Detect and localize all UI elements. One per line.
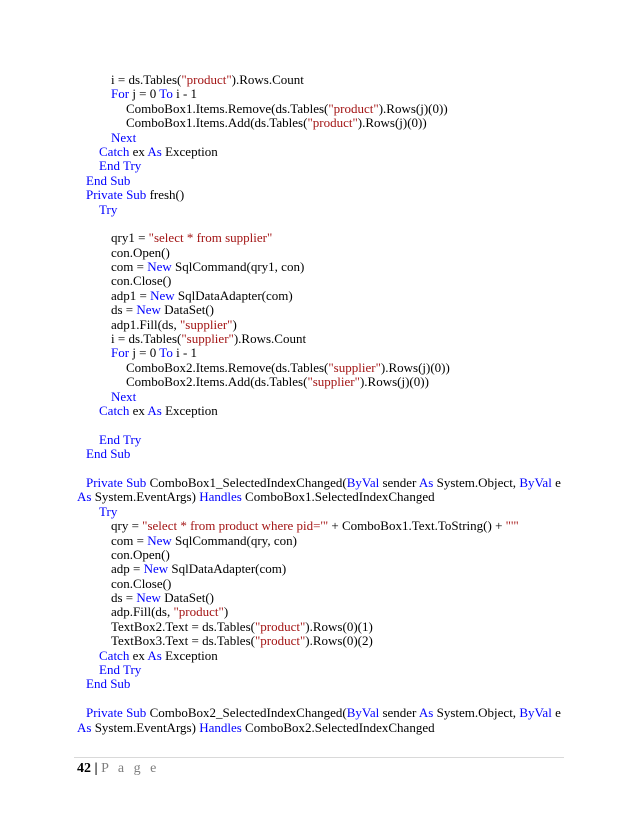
code-line xyxy=(0,462,638,476)
code-line xyxy=(0,649,638,663)
code-line xyxy=(0,318,638,332)
code-keyword: End Sub xyxy=(86,172,131,188)
code-text: ComboBox2.Items.Remove(ds.Tables( xyxy=(126,359,329,375)
code-string: "select * from supplier" xyxy=(148,230,273,246)
code-string: "product" xyxy=(181,72,232,87)
code-keyword: New xyxy=(147,259,172,275)
code-line xyxy=(0,433,638,447)
code-line xyxy=(0,577,638,591)
code-line xyxy=(0,332,638,346)
code-text: ds = xyxy=(111,590,137,606)
page-footer xyxy=(77,761,159,777)
code-text: con.Close() xyxy=(111,575,172,591)
code-string: "supplier" xyxy=(179,316,233,332)
code-keyword: New xyxy=(147,532,172,548)
code-text: con.Close() xyxy=(111,273,172,289)
footer-separator: | xyxy=(94,761,98,776)
code-text: ComboBox2.Items.Add(ds.Tables( xyxy=(126,374,308,390)
code-text: j = 0 xyxy=(129,345,160,361)
code-text: con.Open() xyxy=(111,244,170,260)
code-string: "supplier" xyxy=(328,359,381,375)
code-keyword: As xyxy=(77,489,92,505)
code-line xyxy=(0,605,638,619)
code-keyword: For xyxy=(111,345,130,361)
code-keyword: Catch xyxy=(99,647,130,663)
code-text: ComboBox2_SelectedIndexChanged( xyxy=(146,705,347,721)
code-keyword: Catch xyxy=(99,402,130,418)
code-line xyxy=(0,274,638,288)
code-line xyxy=(0,634,638,648)
code-line xyxy=(0,548,638,562)
code-text: ComboBox1.SelectedIndexChanged xyxy=(241,489,435,505)
code-text: qry1 = xyxy=(111,230,149,246)
code-keyword: To xyxy=(159,345,173,361)
code-keyword: End Try xyxy=(99,431,142,447)
code-keyword: Private Sub xyxy=(86,474,147,490)
code-line xyxy=(0,159,638,173)
code-text: j = 0 xyxy=(129,86,160,102)
code-keyword: As xyxy=(147,143,162,159)
code-text: System.EventArgs) xyxy=(91,719,200,735)
code-text: adp1.Fill(ds, xyxy=(111,316,180,332)
code-text: ).Rows(j)(0)) xyxy=(357,115,427,131)
code-line xyxy=(0,289,638,303)
code-text: con.Open() xyxy=(111,546,170,562)
code-string: "'" xyxy=(505,518,519,534)
code-line xyxy=(0,692,638,706)
code-keyword: As xyxy=(147,402,162,418)
code-keyword: Private Sub xyxy=(86,187,147,203)
code-text: sender xyxy=(379,474,419,490)
code-keyword: End Try xyxy=(99,158,142,174)
code-line xyxy=(0,231,638,245)
code-text: adp = xyxy=(111,561,144,577)
code-line xyxy=(0,447,638,461)
code-listing xyxy=(0,73,638,735)
code-line xyxy=(0,188,638,202)
code-keyword: End Try xyxy=(99,662,142,678)
code-text: ex xyxy=(129,647,148,663)
code-keyword: ByVal xyxy=(519,705,552,721)
code-keyword: Handles xyxy=(199,489,242,505)
page-label: P a g e xyxy=(101,761,160,776)
code-line xyxy=(0,217,638,231)
code-line xyxy=(0,505,638,519)
code-line xyxy=(0,476,638,490)
code-line xyxy=(0,174,638,188)
code-text: SqlDataAdapter(com) xyxy=(168,561,287,577)
code-text: ComboBox2.SelectedIndexChanged xyxy=(241,719,435,735)
code-keyword: Next xyxy=(111,388,137,404)
code-keyword: ByVal xyxy=(346,705,380,721)
code-line xyxy=(0,145,638,159)
code-text: DataSet() xyxy=(160,302,214,318)
code-text: + ComboBox1.Text.ToString() + xyxy=(328,518,506,534)
code-keyword: As xyxy=(418,474,434,490)
code-text: ComboBox1.Items.Remove(ds.Tables( xyxy=(126,100,329,116)
code-line xyxy=(0,131,638,145)
code-text: i = ds.Tables( xyxy=(111,72,182,87)
code-line xyxy=(0,390,638,404)
code-string: "product" xyxy=(254,633,306,649)
code-line xyxy=(0,203,638,217)
code-text: SqlCommand(qry1, con) xyxy=(171,259,305,275)
code-text: TextBox3.Text = ds.Tables( xyxy=(111,633,255,649)
code-text: Exception xyxy=(161,647,218,663)
code-line xyxy=(0,375,638,389)
footer-divider xyxy=(74,757,564,758)
code-line xyxy=(0,677,638,691)
code-text: i - 1 xyxy=(172,345,198,361)
code-line xyxy=(0,534,638,548)
code-string: "product" xyxy=(328,100,379,116)
code-text: e xyxy=(551,474,561,490)
code-text: e xyxy=(551,705,561,721)
code-keyword: New xyxy=(150,287,175,303)
code-keyword: New xyxy=(136,302,161,318)
code-text: adp.Fill(ds, xyxy=(111,604,174,620)
code-text: ComboBox1_SelectedIndexChanged( xyxy=(146,474,347,490)
code-text: DataSet() xyxy=(160,590,214,606)
code-text: ex xyxy=(129,143,148,159)
code-keyword: For xyxy=(111,86,130,102)
code-text: System.Object, xyxy=(433,474,520,490)
code-keyword: New xyxy=(143,561,169,577)
code-text: ).Rows(j)(0)) xyxy=(378,100,448,116)
code-string: "product" xyxy=(254,618,306,634)
code-text: System.Object, xyxy=(433,705,520,721)
code-keyword: Next xyxy=(111,129,137,145)
code-text: ).Rows(j)(0)) xyxy=(359,374,429,390)
code-text: SqlDataAdapter(com) xyxy=(174,287,293,303)
code-keyword: As xyxy=(147,647,162,663)
code-text: ComboBox1.Items.Add(ds.Tables( xyxy=(126,115,308,131)
code-line xyxy=(0,418,638,432)
code-string: "product" xyxy=(307,115,358,131)
code-keyword: ByVal xyxy=(346,474,380,490)
page-number: 42 xyxy=(77,761,91,776)
code-text: Exception xyxy=(161,143,218,159)
code-keyword: Private Sub xyxy=(86,705,147,721)
code-text: i = ds.Tables( xyxy=(111,331,182,347)
code-text: sender xyxy=(379,705,419,721)
code-text: ) xyxy=(223,604,229,620)
code-line xyxy=(0,620,638,634)
code-string: "supplier" xyxy=(181,331,234,347)
code-keyword: Catch xyxy=(99,143,130,159)
code-keyword: End Sub xyxy=(86,446,131,462)
code-line xyxy=(0,73,638,87)
code-string: "product" xyxy=(173,604,224,620)
code-keyword: As xyxy=(77,719,92,735)
code-text: TextBox2.Text = ds.Tables( xyxy=(111,618,255,634)
code-line xyxy=(0,87,638,101)
code-text: qry = xyxy=(111,518,143,534)
code-text: fresh() xyxy=(146,187,185,203)
code-text: ex xyxy=(129,402,148,418)
code-text: com = xyxy=(111,259,148,275)
code-text: ).Rows(0)(1) xyxy=(305,618,373,634)
code-text: ).Rows.Count xyxy=(231,72,304,87)
code-line xyxy=(0,303,638,317)
code-text: SqlCommand(qry, con) xyxy=(171,532,297,548)
code-keyword: As xyxy=(418,705,434,721)
code-text: ).Rows.Count xyxy=(233,331,307,347)
code-keyword: End Sub xyxy=(86,676,131,692)
code-keyword: To xyxy=(159,86,173,102)
code-text: System.EventArgs) xyxy=(91,489,200,505)
code-keyword: ByVal xyxy=(519,474,552,490)
code-keyword: Try xyxy=(99,503,118,519)
code-text: ).Rows(j)(0)) xyxy=(380,359,450,375)
code-line xyxy=(0,490,638,504)
code-text: com = xyxy=(111,532,148,548)
code-keyword: New xyxy=(136,590,161,606)
code-text: ds = xyxy=(111,302,137,318)
code-line xyxy=(0,663,638,677)
code-line xyxy=(0,404,638,418)
code-keyword: Try xyxy=(99,201,118,217)
code-text: ) xyxy=(232,316,237,332)
code-string: "select * from product where pid='" xyxy=(142,518,329,534)
code-text: adp1 = xyxy=(111,287,151,303)
code-line xyxy=(0,102,638,116)
code-line xyxy=(0,562,638,576)
code-text: i - 1 xyxy=(172,86,198,102)
code-line xyxy=(0,116,638,130)
code-line xyxy=(0,246,638,260)
code-text: ).Rows(0)(2) xyxy=(305,633,373,649)
code-line xyxy=(0,346,638,360)
code-text: Exception xyxy=(161,402,218,418)
code-string: "supplier" xyxy=(307,374,360,390)
code-line xyxy=(0,721,638,735)
code-line xyxy=(0,519,638,533)
code-line xyxy=(0,260,638,274)
code-keyword: Handles xyxy=(199,719,242,735)
code-line xyxy=(0,706,638,720)
code-line xyxy=(0,591,638,605)
code-line xyxy=(0,361,638,375)
